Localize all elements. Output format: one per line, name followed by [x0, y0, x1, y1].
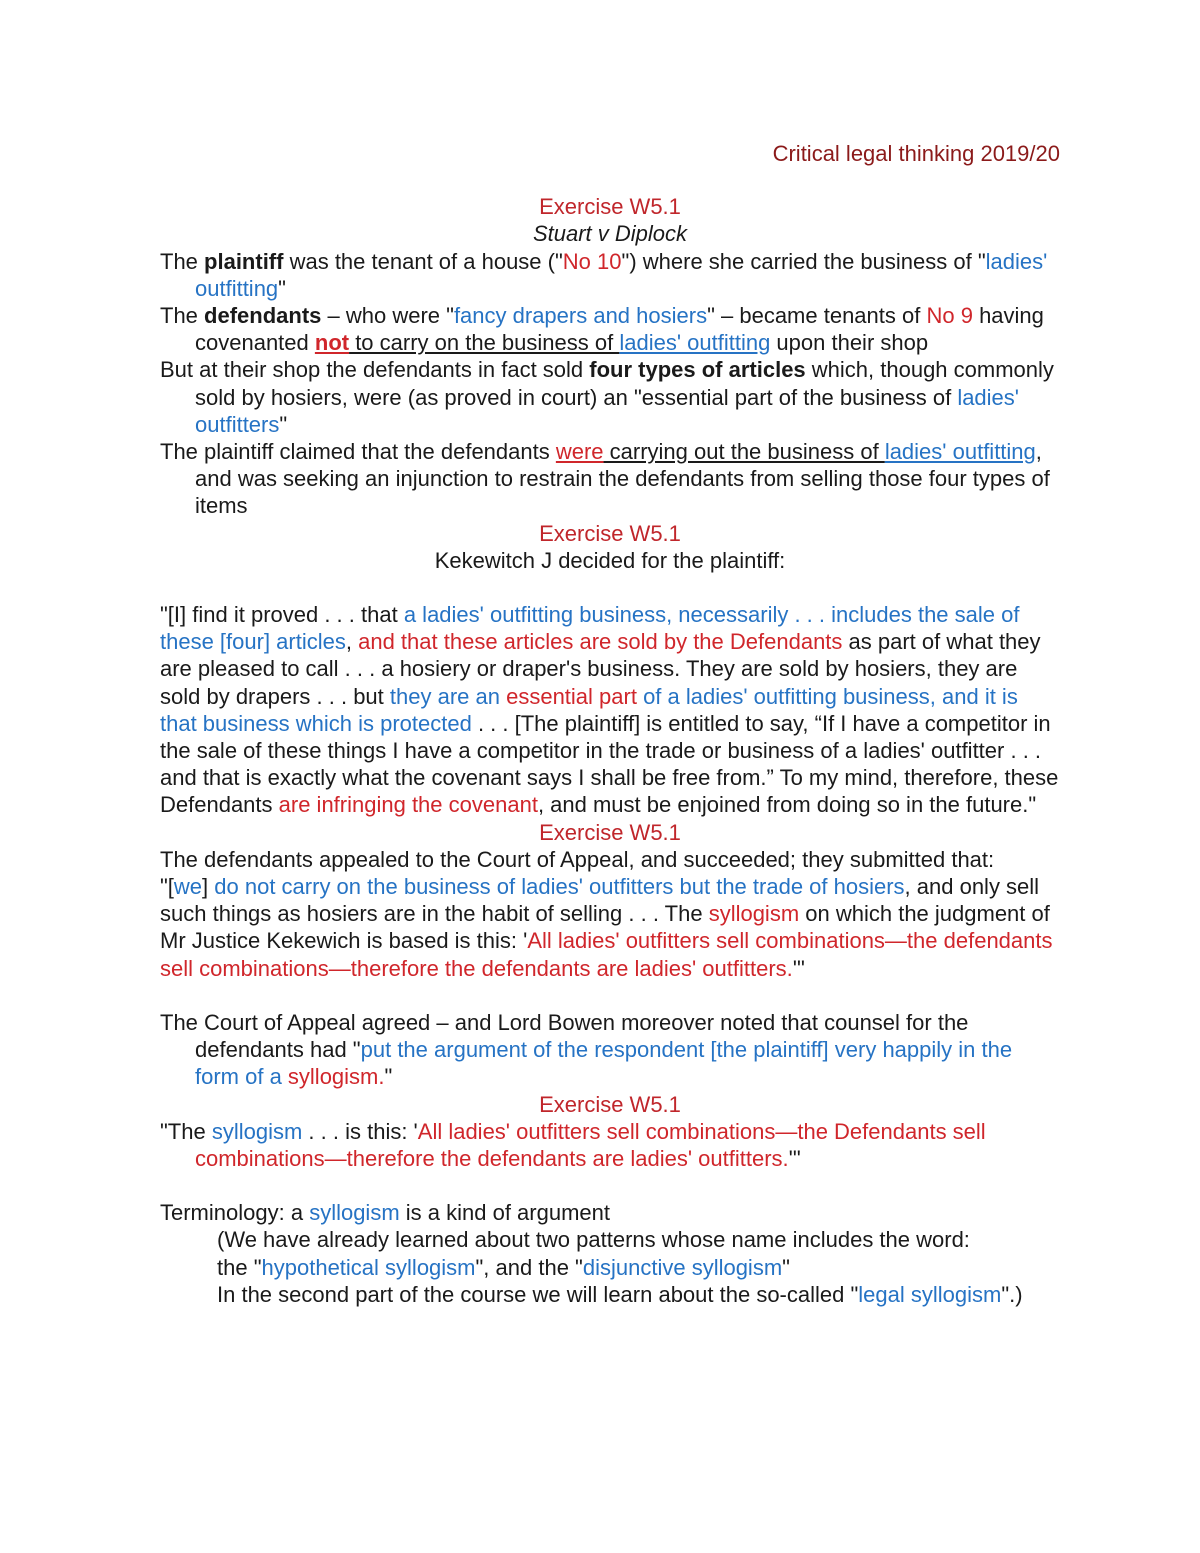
term-plaintiff: plaintiff	[204, 248, 284, 274]
phrase-ladies-outfitting: ladies' outfitting	[619, 330, 771, 356]
phrase-ladies-outfitting: ladies' outfitting	[195, 248, 1048, 301]
facts-defendants: The defendants – who were "fancy drapers and hosiers" – became tenants of No 9 having covenanted not to carry on the business of ladies' outfitting upon their shop	[160, 303, 1044, 356]
appeal-quote: "[we] do not carry on the business of ladies' outfitters but the trade of hosiers, and only sell such things as hosiers are in the habit of selling . . . The syllogism on which the judgment of Mr Justice Kekewich is based is this: 'All ladies' outfitters sell combinations—the defendants sell combinations—therefore the defendants are ladies' outfitters.'"	[160, 874, 1053, 981]
phrase-ladies-outfitters: ladies' outfitters	[195, 384, 1019, 437]
phrase-were: were	[555, 439, 604, 465]
facts-claim: The plaintiff claimed that the defendants were carrying out the business of ladies' outfitting, and was seeking an injunction to restrain the defendants from selling those four types of items	[160, 439, 1050, 519]
term-four-types: four types of articles	[589, 357, 806, 383]
term-syllogism: syllogism	[211, 1118, 303, 1144]
exercise-heading: Exercise W5.1	[539, 819, 681, 845]
phrase-ladies-outfitting: ladies' outfitting	[884, 439, 1036, 465]
house-no-10: No 10	[562, 248, 622, 274]
term-legal-syllogism: legal syllogism	[858, 1281, 1002, 1307]
term-syllogism: syllogism	[708, 901, 800, 927]
syllogism-quote: "The syllogism . . . is this: 'All ladies' outfitters sell combinations—the Defendants sell combinations—therefore the defendants are ladies' outfitters.'"	[160, 1118, 986, 1171]
house-no-9: No 9	[926, 303, 973, 329]
emphasis-not: not	[314, 330, 350, 356]
judgment-quote: "[I] find it proved . . . that a ladies' outfitting business, necessarily . . . includes the sale of these [four] articles, and that these articles are sold by the Defendants as part of what they are pleased to call . . . a hosiery or draper's business. They are sold by hosiers, they are sold by drapers . . . but they are an essential part of a ladies' outfitting business, and it is that business which is protected . . . [The plaintiff] is entitled to say, “If I have a competitor in the sale of these things I have a competitor in the trade or business of a ladies' outfitter . . . and that is exactly what the covenant says I shall be free from.” To my mind, therefore, these Defendants are infringing the covenant, and must be enjoined from doing so in the future."	[160, 602, 1059, 818]
exercise-heading: Exercise W5.1	[539, 520, 681, 546]
appeal-intro: The defendants appealed to the Court of Appeal, and succeeded; they submitted that:	[160, 846, 995, 872]
judgment-intro: Kekewitch J decided for the plaintiff:	[434, 547, 786, 573]
term-defendants: defendants	[204, 303, 322, 329]
exercise-heading: Exercise W5.1	[539, 194, 681, 220]
facts-plaintiff: The plaintiff was the tenant of a house ("No 10") where she carried the business of "ladies' outfitting"	[160, 248, 1048, 301]
phrase-fancy-drapers: fancy drapers and hosiers	[453, 303, 708, 329]
term-hypothetical-syllogism: hypothetical syllogism	[261, 1254, 476, 1280]
terminology-note: (We have already learned about two patterns whose name includes the word: the "hypothetical syllogism", and the "disjunctive syllogism" In the second part of the course we will learn about the so-called "legal syllogism".)	[217, 1227, 1023, 1307]
term-syllogism: syllogism.	[287, 1064, 385, 1090]
terminology-line: Terminology: a syllogism is a kind of argument	[160, 1200, 610, 1226]
term-syllogism: syllogism	[309, 1200, 400, 1226]
exercise-heading: Exercise W5.1	[539, 1091, 681, 1117]
case-title: Stuart v Diplock	[532, 221, 688, 247]
document-page	[160, 140, 1060, 1308]
facts-articles: But at their shop the defendants in fact sold four types of articles which, though commonly sold by hosiers, were (as proved in court) an "essential part of the business of ladies' outfitters"	[160, 357, 1054, 437]
page-header: Critical legal thinking 2019/20	[772, 141, 1060, 166]
term-disjunctive-syllogism: disjunctive syllogism	[582, 1254, 783, 1280]
appeal-bowen: The Court of Appeal agreed – and Lord Bowen moreover noted that counsel for the defendants had "put the argument of the respondent [the plaintiff] very happily in the form of a syllogism."	[160, 1009, 1013, 1090]
